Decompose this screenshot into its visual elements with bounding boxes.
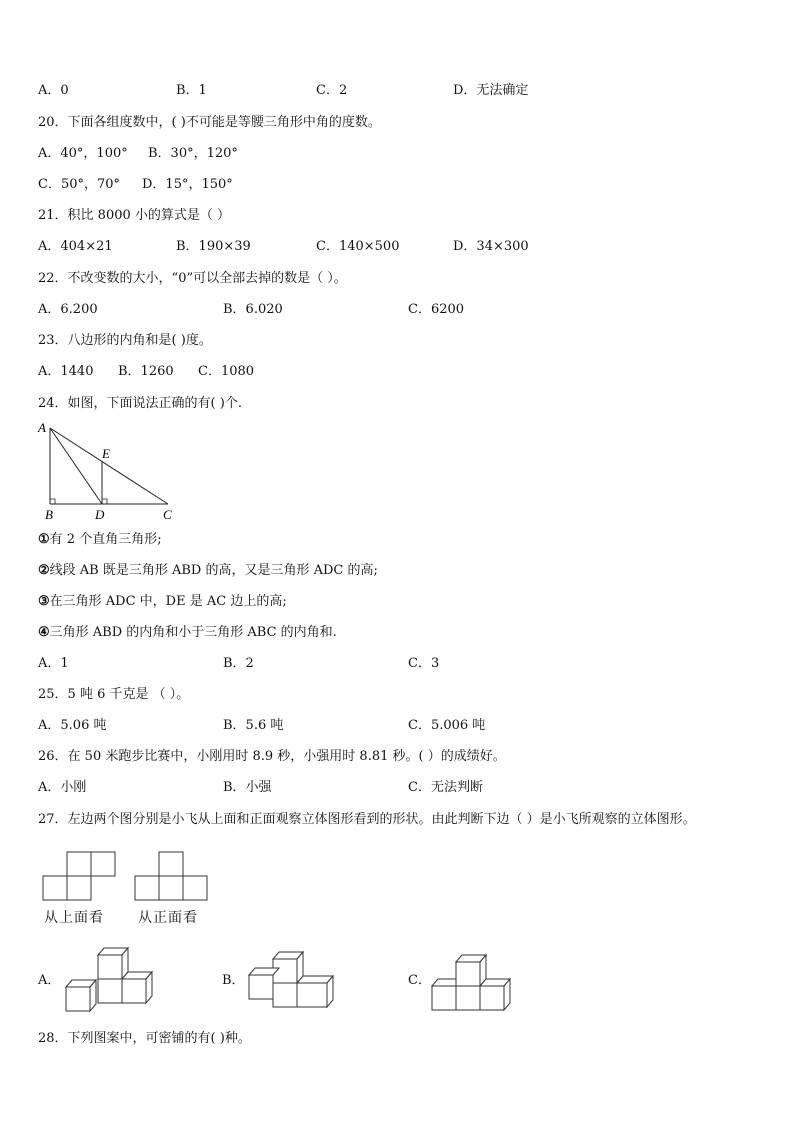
q21-option-d[interactable]: D．34×300	[453, 239, 529, 254]
statement-text-1: 有 2 个直角三角形;	[49, 532, 162, 547]
q25-option-c[interactable]: C．5.006 吨	[408, 718, 486, 733]
segment-ad	[50, 428, 102, 504]
q26-option-b[interactable]: B．小强	[223, 780, 272, 795]
q23-option-b[interactable]: B．1260	[118, 364, 174, 379]
q19-option-b[interactable]: B．1	[176, 83, 207, 98]
q24-stem: 24．如图，下面说法正确的有( )个.	[38, 396, 242, 411]
label-e: E	[102, 446, 110, 461]
q24-triangle-figure	[36, 418, 186, 522]
right-angle-mark-b	[50, 499, 55, 504]
right-angle-mark-d	[102, 499, 107, 504]
statement-text-4: 三角形 ABD 的内角和小于三角形 ABC 的内角和.	[49, 625, 337, 640]
segment-ac	[50, 428, 168, 504]
statement-text-3: 在三角形 ADC 中，DE 是 AC 边上的高;	[49, 594, 287, 609]
q20-stem: 20．下面各组度数中，( )不可能是等腰三角形中角的度数。	[38, 115, 381, 130]
label-a: A	[38, 420, 46, 435]
q27-option-a-label[interactable]: A．	[38, 973, 61, 988]
q25-stem: 25．5 吨 6 千克是 （ ）。	[38, 687, 190, 702]
q27-option-c-solid[interactable]	[430, 950, 518, 1012]
q19-option-c[interactable]: C．2	[316, 83, 348, 98]
statement-text-2: 线段 AB 既是三角形 ABD 的高，又是三角形 ADC 的高;	[49, 563, 378, 578]
q25-option-b[interactable]: B．5.6 吨	[223, 718, 284, 733]
label-d: D	[95, 507, 105, 522]
statement-mark-4: ④	[38, 625, 50, 640]
label-b: B	[45, 507, 53, 522]
top-view-caption: 从上面看	[44, 910, 104, 926]
q27-stem: 27．左边两个图分别是小飞从上面和正面观察立体图形看到的形状。由此判断下边（ ）是小飞所观察的立体图形。	[38, 812, 696, 827]
top-view-figure	[42, 851, 120, 905]
q24-statement-1	[38, 532, 162, 548]
statement-mark-1: ①	[38, 532, 50, 547]
q23-option-c[interactable]: C．1080	[198, 364, 255, 379]
q21-stem: 21．积比 8000 小的算式是（ ）	[38, 208, 231, 223]
q24-statement-2	[38, 563, 378, 579]
front-view-figure	[134, 851, 212, 905]
q27-option-b-label[interactable]: B．	[222, 973, 245, 988]
q21-option-b[interactable]: B．190×39	[176, 239, 251, 254]
q20-option-c[interactable]: C．50°，70°	[38, 177, 121, 192]
q24-statement-3	[38, 594, 287, 610]
q28-stem: 28．下列图案中，可密铺的有( )种。	[38, 1031, 251, 1046]
q22-option-c[interactable]: C．6200	[408, 302, 465, 317]
q20-option-b[interactable]: B．30°，120°	[148, 146, 238, 161]
q20-option-d[interactable]: D．15°，150°	[142, 177, 233, 192]
q26-option-c[interactable]: C．无法判断	[408, 780, 483, 795]
q24-option-c[interactable]: C．3	[408, 656, 440, 671]
q25-option-a[interactable]: A．5.06 吨	[38, 718, 107, 733]
label-c: C	[163, 507, 172, 522]
q22-option-a[interactable]: A．6.200	[38, 302, 98, 317]
statement-mark-3: ③	[38, 594, 50, 609]
q27-option-a-solid[interactable]	[64, 945, 164, 1013]
q27-option-c-label[interactable]: C．	[408, 973, 431, 988]
q19-option-d[interactable]: D．无法确定	[453, 83, 529, 98]
q21-option-c[interactable]: C．140×500	[316, 239, 400, 254]
q23-stem: 23．八边形的内角和是( )度。	[38, 333, 212, 348]
q26-stem: 26．在 50 米跑步比赛中，小刚用时 8.9 秒，小强用时 8.81 秒。( ）的成绩好。	[38, 749, 506, 764]
statement-mark-2: ②	[38, 563, 50, 578]
front-view-caption: 从正面看	[138, 910, 198, 926]
q22-stem: 22．不改变数的大小，“0”可以全部去掉的数是（ ）。	[38, 271, 347, 286]
q20-option-a[interactable]: A．40°，100°	[38, 146, 128, 161]
q26-option-a[interactable]: A．小刚	[38, 780, 87, 795]
q24-option-a[interactable]: A．1	[38, 656, 69, 671]
q27-option-b-solid[interactable]	[247, 945, 337, 1011]
q19-option-a[interactable]: A．0	[38, 83, 69, 98]
q24-option-b[interactable]: B．2	[223, 656, 254, 671]
q24-statement-4	[38, 625, 337, 641]
q23-option-a[interactable]: A．1440	[38, 364, 94, 379]
q22-option-b[interactable]: B．6.020	[223, 302, 283, 317]
q21-option-a[interactable]: A．404×21	[38, 239, 113, 254]
